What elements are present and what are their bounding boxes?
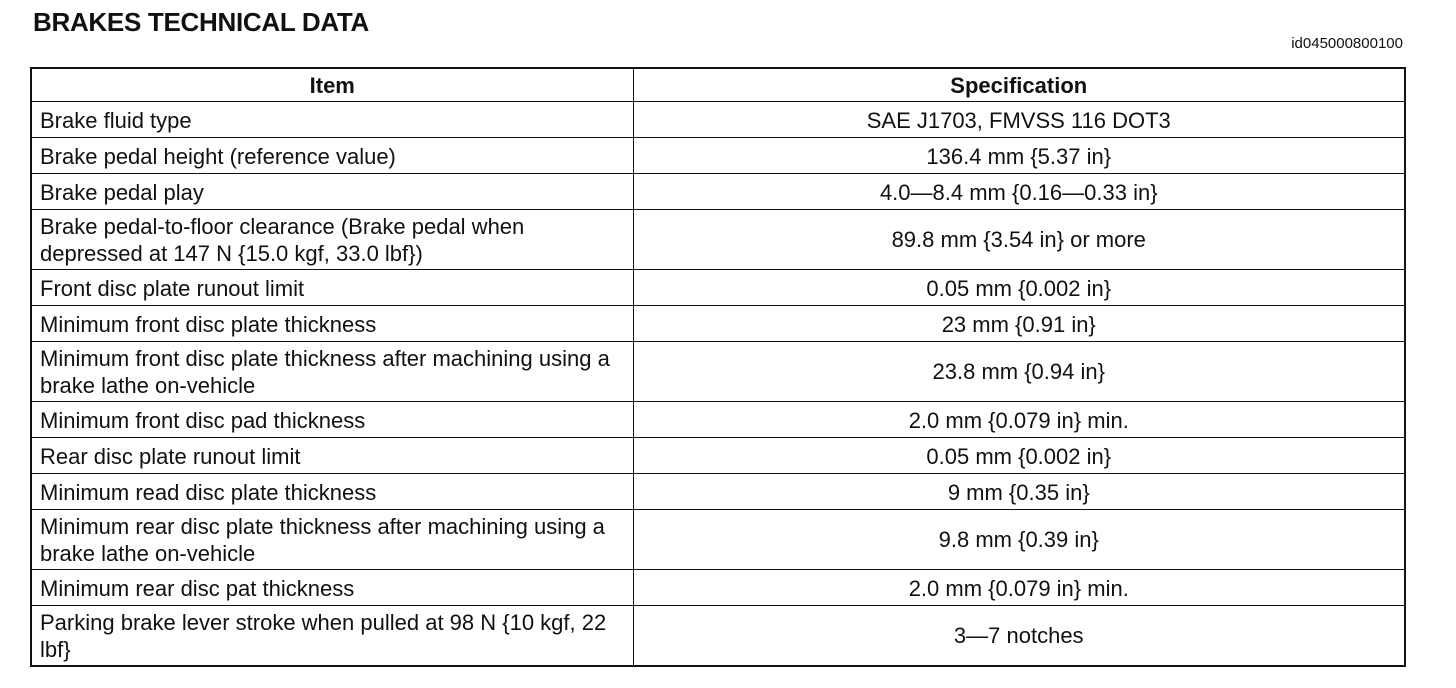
column-header-specification: Specification [633, 68, 1405, 102]
table-row [31, 342, 1405, 402]
item-cell: Brake pedal-to-floor clearance (Brake pedal when depressed at 147 N {15.0 kgf, 33.0 lbf}) [31, 210, 633, 270]
item-cell: Minimum front disc plate thickness after machining using a brake lathe on-vehicle [31, 342, 633, 402]
item-cell: Brake fluid type [31, 102, 633, 138]
spec-cell: 2.0 mm {0.079 in} min. [633, 570, 1405, 606]
spec-cell: 9 mm {0.35 in} [633, 474, 1405, 510]
spec-cell: 0.05 mm {0.002 in} [633, 270, 1405, 306]
brakes-spec-table [30, 67, 1406, 667]
table-row [31, 606, 1405, 667]
item-cell: Brake pedal height (reference value) [31, 138, 633, 174]
item-cell: Minimum front disc pad thickness [31, 402, 633, 438]
item-cell: Front disc plate runout limit [31, 270, 633, 306]
item-cell: Minimum front disc plate thickness [31, 306, 633, 342]
table-row [31, 174, 1405, 210]
item-cell: Minimum rear disc plate thickness after machining using a brake lathe on-vehicle [31, 510, 633, 570]
column-header-item: Item [31, 68, 633, 102]
table-row [31, 570, 1405, 606]
table-row [31, 102, 1405, 138]
table-row [31, 270, 1405, 306]
item-cell: Parking brake lever stroke when pulled at 98 N {10 kgf, 22 lbf} [31, 606, 633, 667]
item-cell: Rear disc plate runout limit [31, 438, 633, 474]
item-cell: Brake pedal play [31, 174, 633, 210]
spec-cell: SAE J1703, FMVSS 116 DOT3 [633, 102, 1405, 138]
spec-cell: 136.4 mm {5.37 in} [633, 138, 1405, 174]
page-title: BRAKES TECHNICAL DATA [33, 7, 370, 37]
table-row [31, 438, 1405, 474]
item-cell: Minimum rear disc pat thickness [31, 570, 633, 606]
spec-cell: 9.8 mm {0.39 in} [633, 510, 1405, 570]
spec-cell: 0.05 mm {0.002 in} [633, 438, 1405, 474]
item-cell: Minimum read disc plate thickness [31, 474, 633, 510]
table-row [31, 306, 1405, 342]
table-row [31, 402, 1405, 438]
spec-cell: 89.8 mm {3.54 in} or more [633, 210, 1405, 270]
table-row [31, 210, 1405, 270]
spec-cell: 23 mm {0.91 in} [633, 306, 1405, 342]
spec-cell: 4.0—8.4 mm {0.16—0.33 in} [633, 174, 1405, 210]
spec-cell: 3—7 notches [633, 606, 1405, 667]
spec-cell: 2.0 mm {0.079 in} min. [633, 402, 1405, 438]
table-header-row [31, 68, 1405, 102]
spec-cell: 23.8 mm {0.94 in} [633, 342, 1405, 402]
table-row [31, 138, 1405, 174]
document-id: id045000800100 [1291, 35, 1403, 52]
table-row [31, 474, 1405, 510]
table-row [31, 510, 1405, 570]
